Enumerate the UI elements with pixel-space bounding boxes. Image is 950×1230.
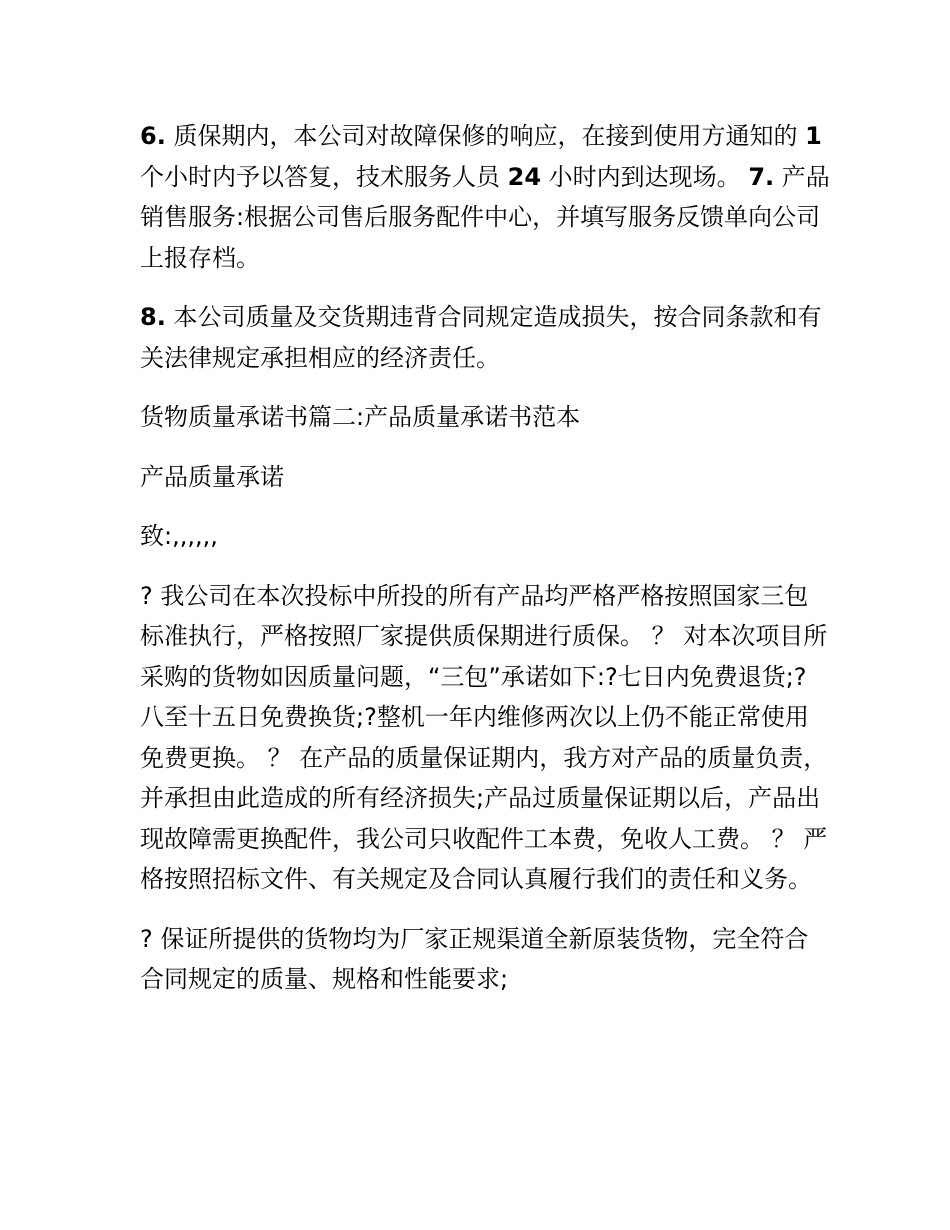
hours-number: 24 [507,162,542,191]
paragraph-text: 本公司质量及交货期违背合同规定造成损失，按合同条款和有关法律规定承担相应的经济责任。 [140,303,822,372]
paragraph-item-8 [140,297,830,378]
hour-number: 1 [805,122,822,150]
commitment-paragraph: ? 我公司在本次投标中所投的所有产品均严格严格按照国家三包标准执行，严格按照厂家提供质保期进行质保。 ？ 对本次项目所采购的货物如因质量问题，“三包”承诺如下:?七日内免费退货;?八至十五日免费换货;?整机一年内维修两次以上仍不能正常使用免费更换。 ？ 在产品的质量保证期内，我方对产品的质量负责，并承担由此造成的所有经济损失;产品过质量保证期以后，产品出现故障需更换配件，我公司只收配件工本费，免收人工费。 ？ 严格按照招标文件、有关规定及合同认真履行我们的责任和义务。 [140,581,828,893]
section-heading: 货物质量承诺书篇二:产品质量承诺书范本 [140,403,581,431]
item-number-8: 8. [140,303,166,331]
salutation: 致:,,,,,, [140,522,218,550]
paragraph-text: 产品销售服务:根据公司售后服务配件中心，并填写服务反馈单向公司上报存档。 [140,162,830,272]
paragraph-item-6-7 [140,116,830,278]
document-title: 产品质量承诺 [140,462,284,491]
document-body [140,116,830,1019]
paragraph-text: 个小时内予以答复，技术服务人员 [140,162,508,191]
paragraph-text: 小时内到达现场。 [541,162,749,191]
paragraph-text: 质保期内，本公司对故障保修的响应，在接到使用方通知的 [165,122,806,150]
item-number-6: 6. [140,122,166,150]
guarantee-paragraph: ? 保证所提供的货物均为厂家正规渠道全新原装货物，完全符合合同规定的质量、规格和性能要求; [140,924,809,993]
item-number-7: 7. [748,162,775,191]
